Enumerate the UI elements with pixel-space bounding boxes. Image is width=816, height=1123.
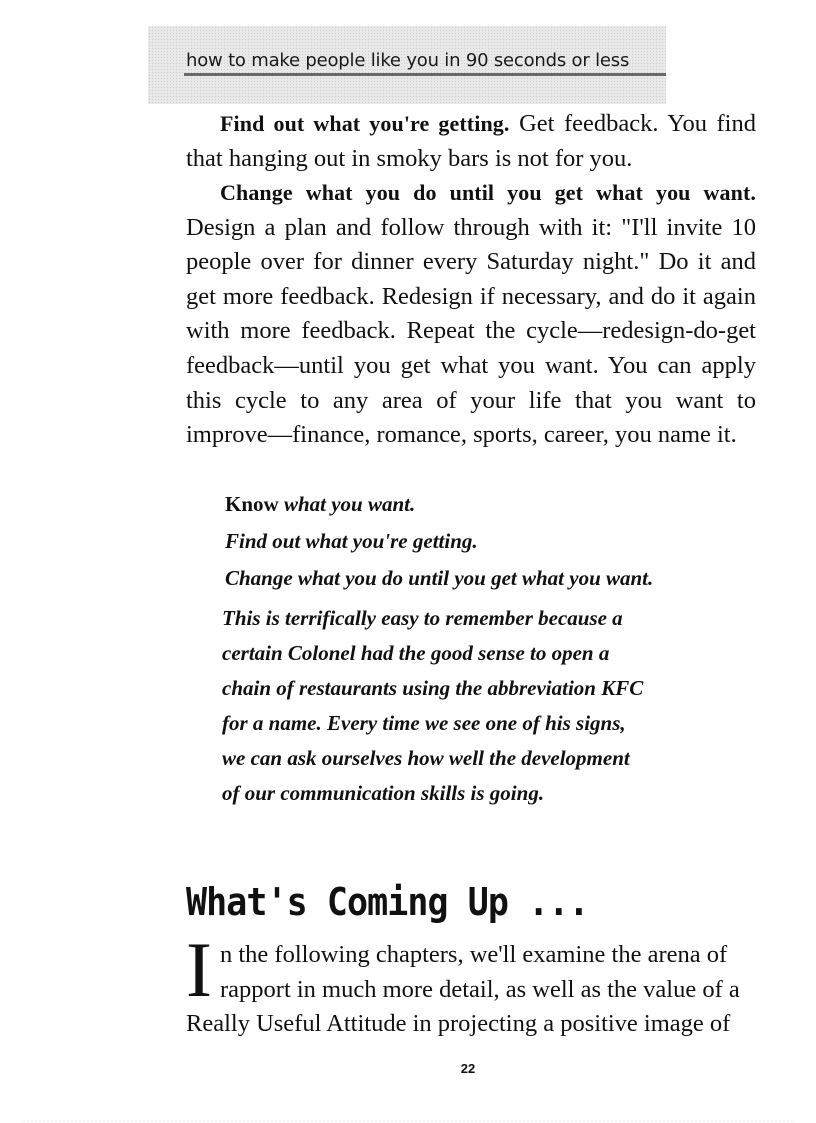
kfc-note-line: we can ask ourselves how well the development [222, 746, 630, 770]
kfc-note-line: This is terrifically easy to remember because a [222, 606, 623, 630]
paragraph-line: this cycle to any area of your life that you want to [186, 386, 756, 414]
kfc-list-item [225, 486, 765, 523]
kfc-list-italic: Change what you do until you get what you want. [225, 566, 654, 590]
scan-edge-dots [22, 1120, 794, 1122]
paragraph-line: Get feedback. You find [519, 110, 756, 137]
paragraph-line: n the following chapters, we'll examine the arena of [220, 941, 728, 968]
kfc-summary-list [225, 486, 765, 597]
kfc-list-item [225, 560, 765, 597]
kfc-note [222, 601, 762, 811]
paragraph-line: with more feedback. Repeat the cycle—redesign-do-get [186, 317, 756, 345]
section-paragraph [186, 938, 756, 1042]
paragraph-line: rapport in much more detail, as well as the value of a [220, 975, 740, 1003]
paragraph-lead: Change what you do until you get what you want. [220, 180, 756, 205]
kfc-list-italic: what you want. [283, 492, 416, 516]
paragraph-line: people over for dinner every Saturday night." Do it and [186, 248, 756, 276]
paragraph-lead: Find out what you're getting. [220, 111, 510, 136]
kfc-list-roman: Know [225, 492, 279, 516]
paragraph-find-out [186, 107, 756, 176]
paragraph-line: get more feedback. Redesign if necessary, and do it again [186, 282, 756, 310]
paragraph-line: Design a plan and follow through with it: "I'll invite 10 [186, 213, 756, 241]
page-number: 22 [460, 1061, 476, 1076]
paragraph-line: improve—finance, romance, sports, career, you name it. [186, 421, 737, 449]
section-heading: What's Coming Up ... [186, 880, 589, 924]
kfc-note-line: of our communication skills is going. [222, 781, 545, 805]
kfc-list-item [225, 523, 765, 560]
kfc-note-line: chain of restaurants using the abbreviation KFC [222, 676, 644, 700]
kfc-note-line: certain Colonel had the good sense to open a [222, 641, 610, 665]
paragraph-line: that hanging out in smoky bars is not for you. [186, 144, 633, 172]
paragraph-line: feedback—until you get what you want. You can apply [186, 351, 756, 379]
kfc-note-line: for a name. Every time we see one of his signs, [222, 711, 626, 735]
running-head-rule [184, 73, 666, 76]
paragraph-change [186, 176, 756, 453]
paragraph-line: Really Useful Attitude in projecting a positive image of [186, 1010, 731, 1038]
kfc-list-italic: Find out what you're getting. [225, 529, 478, 553]
drop-cap: I [186, 926, 212, 1013]
running-head: how to make people like you in 90 seconds or less [186, 50, 630, 71]
